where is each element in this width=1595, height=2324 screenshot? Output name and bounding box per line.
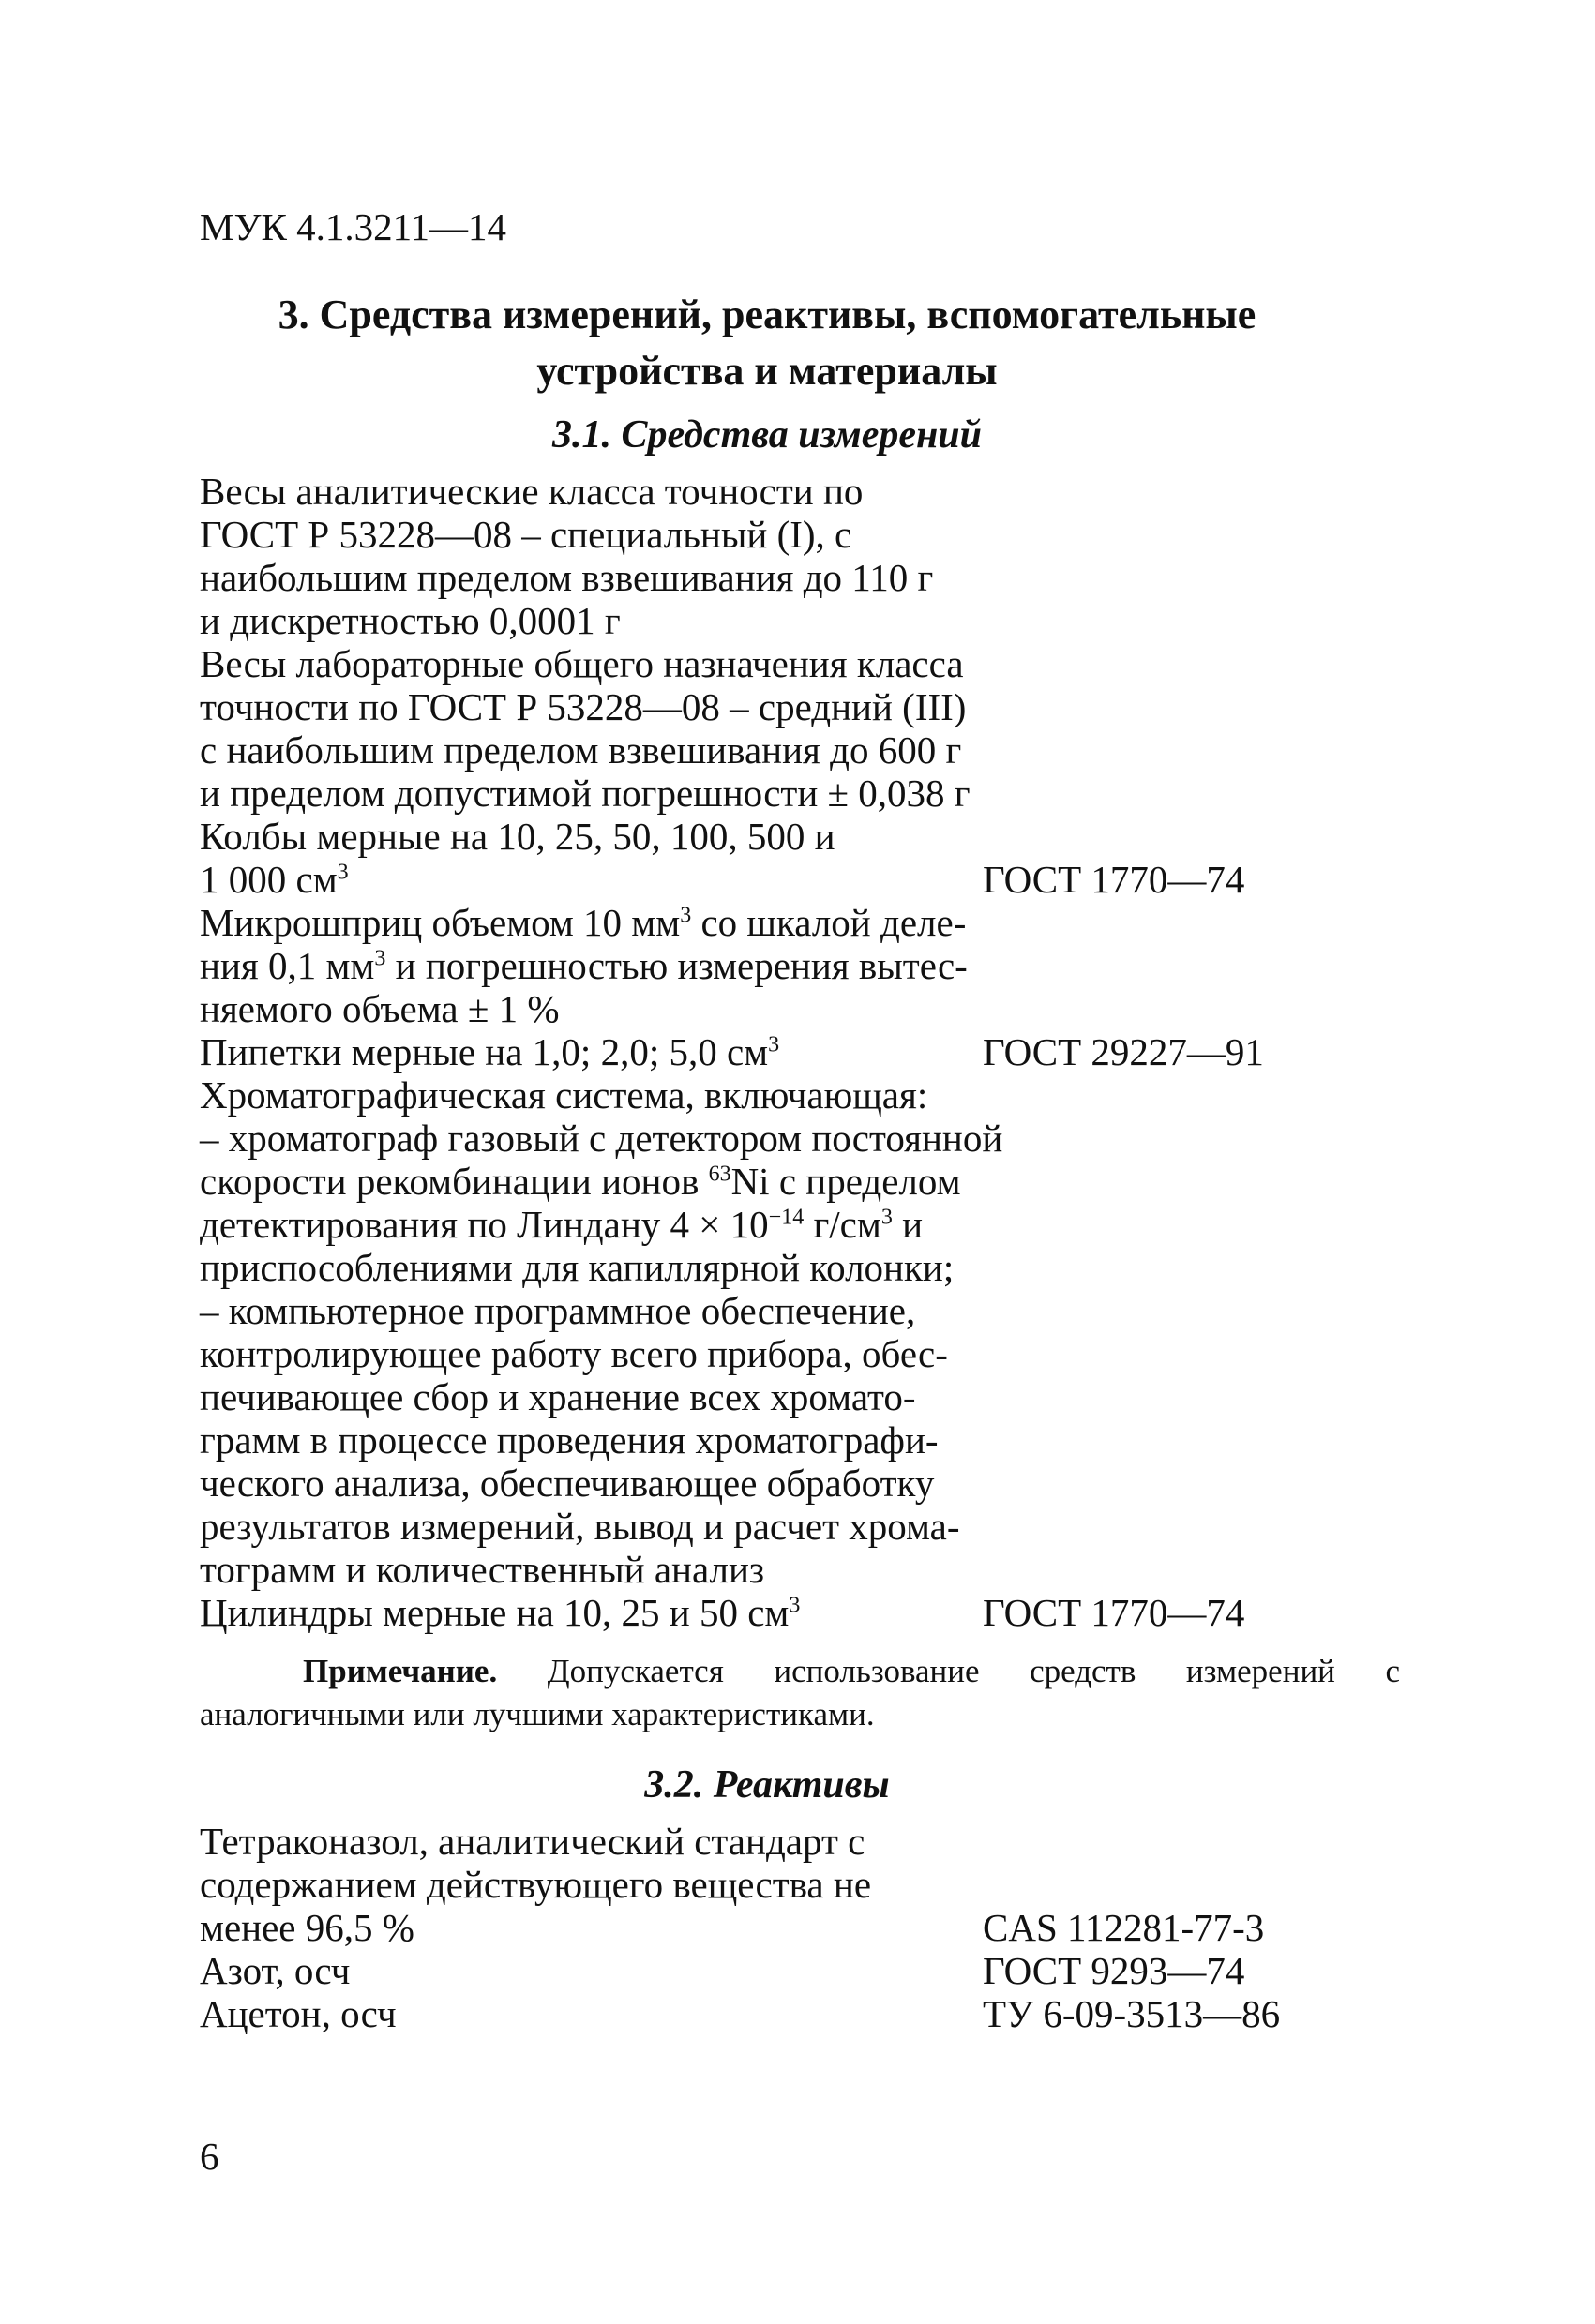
measurement-line: с наибольшим пределом взвешивания до 600 г bbox=[200, 728, 962, 772]
reagent-line: Тетраконазол, аналитический стандарт с bbox=[200, 1820, 865, 1863]
note-text: Допускается использование средств измерений с аналогичными или лучшими характеристиками. bbox=[200, 1653, 1400, 1732]
measurement-line: ГОСТ Р 53228—08 – специальный (I), с bbox=[200, 513, 852, 556]
chromatograph-line: – хроматограф газовый с детектором постоянной bbox=[200, 1117, 1003, 1160]
pipettes-line: Пипетки мерные на 1,0; 2,0; 5,0 $см^3$ bbox=[200, 1030, 780, 1073]
note-paragraph bbox=[200, 1650, 1400, 1736]
syringe-line: ния 0,1 $мм^3$ и погрешностью измерения вытес- bbox=[200, 944, 968, 987]
chromatograph-line: результатов измерений, вывод и расчет хрома- bbox=[200, 1505, 960, 1548]
cylinders-standard-ref: ГОСТ 1770—74 bbox=[983, 1591, 1245, 1634]
measurement-line: Весы лабораторные общего назначения класса bbox=[200, 642, 964, 685]
reagent-line: содержанием действующего вещества не bbox=[200, 1863, 872, 1906]
document-code: МУК 4.1.3211—14 bbox=[200, 205, 507, 248]
tetraconazole-cas-ref: CAS 112281-77-3 bbox=[983, 1906, 1265, 1949]
measurement-line: Весы аналитические класса точности по bbox=[200, 470, 864, 513]
chromatograph-line: скорости рекомбинации ионов $^{63}$Ni с пределом bbox=[200, 1160, 961, 1203]
measurement-line: Колбы мерные на 10, 25, 50, 100, 500 и bbox=[200, 815, 835, 858]
note-label: Примечание. bbox=[303, 1653, 498, 1689]
chromatograph-line: тограмм и количественный анализ bbox=[200, 1548, 765, 1591]
chromatograph-line: – компьютерное программное обеспечение, bbox=[200, 1289, 916, 1332]
chromatograph-line: Хроматографическая система, включающая: bbox=[200, 1073, 928, 1117]
nitrogen-standard-ref: ГОСТ 9293—74 bbox=[983, 1949, 1245, 1992]
chromatograph-line: печивающее сбор и хранение всех хромато- bbox=[200, 1375, 916, 1418]
pipettes-standard-ref: ГОСТ 29227—91 bbox=[983, 1030, 1264, 1073]
page-number: 6 bbox=[200, 2135, 219, 2178]
reagent-line: Азот, осч bbox=[200, 1949, 351, 1992]
chromatograph-line: приспособлениями для капиллярной колонки; bbox=[200, 1246, 955, 1289]
subsection-heading-measurement: 3.1. Средства измерений bbox=[551, 413, 983, 457]
measurement-line: точности по ГОСТ Р 53228—08 – средний (III) bbox=[200, 685, 967, 728]
reagent-line: Ацетон, осч bbox=[200, 1992, 397, 2035]
reagent-line: менее 96,5 % bbox=[200, 1906, 414, 1949]
chromatograph-line: грамм в процессе проведения хроматографи- bbox=[200, 1418, 939, 1462]
chromatograph-line: детектирования по Линдану $4 \times 10^{-14}$ $г/см^3$ и bbox=[200, 1203, 924, 1246]
measurement-line: и пределом допустимой погрешности ± 0,038 г bbox=[200, 772, 971, 815]
subsection-heading-reagents: 3.2. Реактивы bbox=[644, 1763, 890, 1807]
section-title-line1: 3. Средства измерений, реактивы, вспомогательные bbox=[278, 292, 1256, 337]
flasks-volume-line: 1 000 $см^3$ bbox=[200, 858, 349, 901]
cylinders-line: Цилиндры мерные на 10, 25 и 50 $см^3$ bbox=[200, 1591, 801, 1634]
chromatograph-line: ческого анализа, обеспечивающее обработку bbox=[200, 1462, 935, 1505]
acetone-standard-ref: ТУ 6-09-3513—86 bbox=[983, 1992, 1281, 2035]
section-title bbox=[200, 287, 1334, 399]
syringe-line: Микрошприц объемом 10 $мм^3$ со шкалой деле- bbox=[200, 901, 967, 944]
measurement-line: и дискретностью 0,0001 г bbox=[200, 599, 621, 642]
section-title-line2: устройства и материалы bbox=[536, 348, 998, 394]
chromatograph-line: контролирующее работу всего прибора, обес- bbox=[200, 1332, 948, 1375]
syringe-line: няемого объема ± 1 % bbox=[200, 987, 560, 1030]
measurement-line: наибольшим пределом взвешивания до 110 г bbox=[200, 556, 934, 599]
flasks-standard-ref: ГОСТ 1770—74 bbox=[983, 858, 1245, 901]
